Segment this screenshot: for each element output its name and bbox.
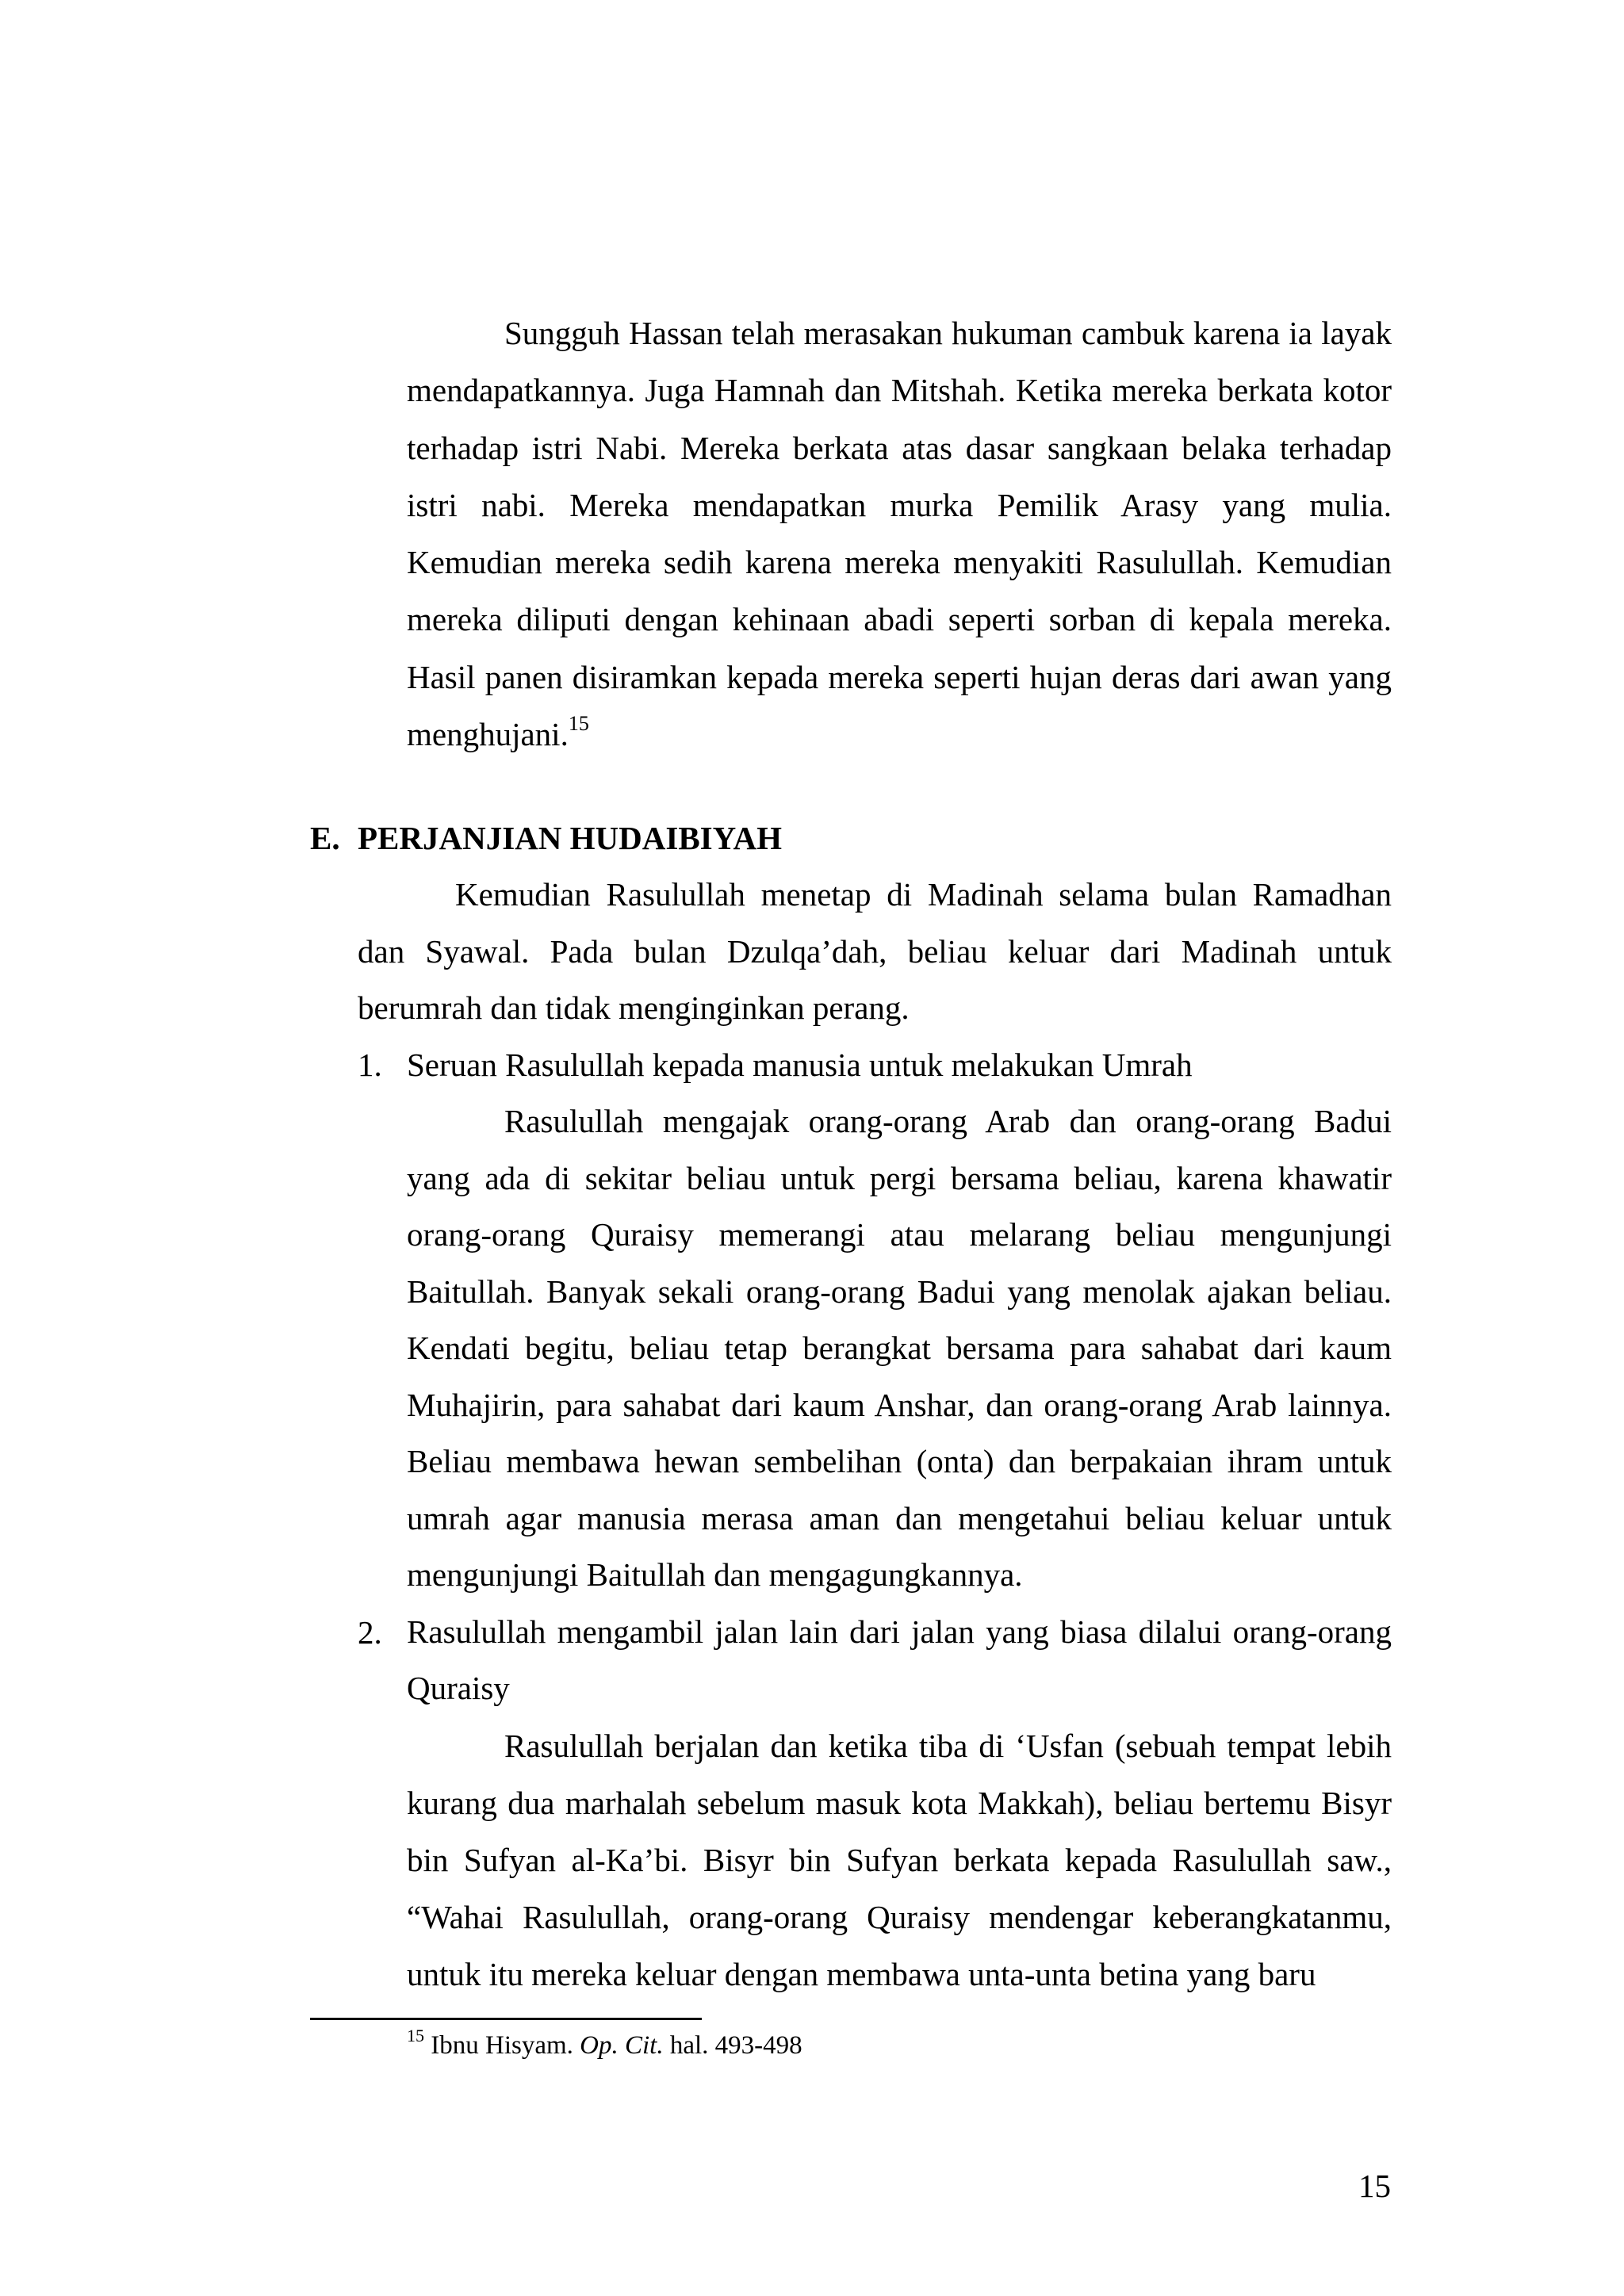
quote-paragraph (407, 304, 1392, 763)
quote-block (407, 304, 1392, 763)
footnote-reference: 15 (568, 712, 589, 736)
section-title: PERJANJIAN HUDAIBIYAH (358, 820, 782, 856)
quote-text: Sungguh Hassan telah merasakan hukuman cambuk karena ia layak mendapatkannya. Juga Hamnah dan Mitshah. Ketika mereka berkata kotor terhadap istri Nabi. Mereka berkata atas dasar sangkaan belaka terhadap istri nabi. Mereka mendapatkan murka Pemilik Arasy yang mulia. Kemudian mereka sedih karena mereka menyakiti Rasulullah. Kemudian mereka diliputi dengan kehinaan abadi seperti sorban di kepala mereka. Hasil panen disiramkan kepada mereka seperti hujan deras dari awan yang menghujani. (407, 315, 1392, 753)
footnote-separator (310, 2018, 702, 2020)
intro-paragraph: Kemudian Rasulullah menetap di Madinah selama bulan Ramadhan dan Syawal. Pada bulan Dzulqa’dah, beliau keluar dari Madinah untuk berumrah dan tidak menginginkan perang. (358, 876, 1392, 1026)
numbered-list (358, 1036, 1392, 2003)
list-item-number: 2. (358, 1613, 382, 1651)
section-number: E. (310, 820, 340, 856)
page-number: 15 (1358, 2168, 1391, 2204)
section-heading (310, 813, 782, 863)
section-intro (358, 867, 1392, 1037)
list-item-body: Rasulullah mengajak orang-orang Arab dan orang-orang Badui yang ada di sekitar beliau untuk pergi bersama beliau, karena khawatir orang-orang Quraisy memerangi atau melarang beliau mengunjungi Baitullah. Banyak sekali orang-orang Badui yang menolak ajakan beliau. Kendati begitu, beliau tetap berangkat bersama para sahabat dari kaum Muhajirin, para sahabat dari kaum Anshar, dan orang-orang Arab lainnya. Beliau membawa hewan sembelihan (onta) dan berpakaian ihram untuk umrah agar manusia merasa aman dan mengetahui beliau keluar untuk mengunjungi Baitullah dan mengagungkannya. (407, 1103, 1392, 1593)
list-item (358, 1604, 1392, 2003)
footnote-number: 15 (407, 2026, 424, 2045)
footnote-op-cit: Op. Cit. (580, 2031, 664, 2060)
list-item-number: 1. (358, 1047, 382, 1083)
list-item (358, 1036, 1392, 1604)
list-item-title: Seruan Rasulullah kepada manusia untuk melakukan Umrah (407, 1047, 1193, 1083)
footnote-pages: hal. 493-498 (669, 2031, 802, 2060)
footnote (407, 2026, 802, 2064)
list-item-body: Rasulullah berjalan dan ketika tiba di ‘Usfan (sebuah tempat lebih kurang dua marhalah sebelum masuk kota Makkah), beliau bertemu Bisyr bin Sufyan al-Ka’bi. Bisyr bin Sufyan berkata kepada Rasulullah saw., “Wahai Rasulullah, orang-orang Quraisy mendengar keberangkatanmu, untuk itu mereka keluar dengan membawa unta-unta betina yang baru (407, 1728, 1392, 1993)
list-item-title: Rasulullah mengambil jalan lain dari jalan yang biasa dilalui orang-orang Quraisy (407, 1613, 1392, 1707)
footnote-author: Ibnu Hisyam. (431, 2031, 573, 2060)
